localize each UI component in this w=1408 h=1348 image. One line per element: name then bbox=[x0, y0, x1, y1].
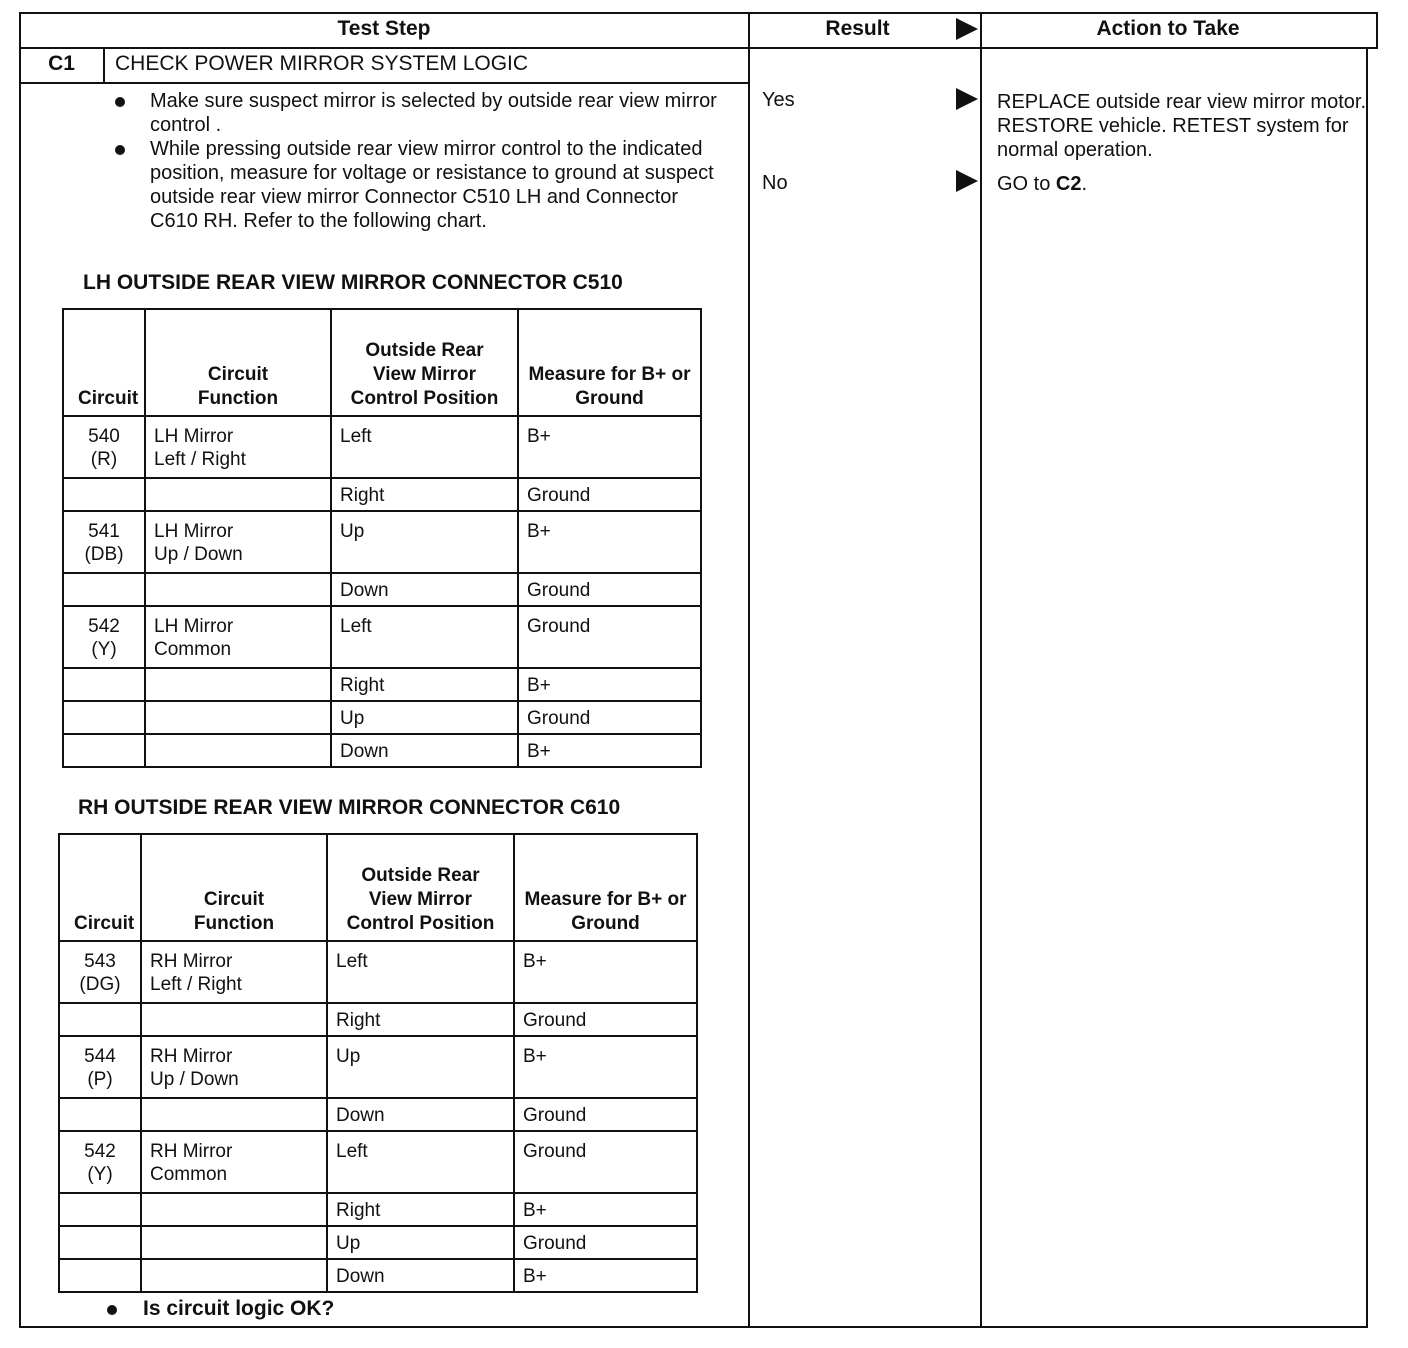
circuit-cell bbox=[63, 416, 145, 478]
circuit-color: (P) bbox=[87, 1069, 113, 1090]
circuit-number: 541 bbox=[88, 521, 120, 542]
circuit-cell bbox=[63, 734, 145, 767]
function-cell bbox=[141, 1226, 327, 1259]
function-line-2: Left / Right bbox=[150, 974, 242, 995]
circuit-cell bbox=[59, 1259, 141, 1292]
measure-cell: Ground bbox=[518, 478, 701, 511]
circuit-number: 542 bbox=[84, 1141, 116, 1162]
position-cell: Up bbox=[331, 511, 518, 573]
position-cell: Up bbox=[327, 1226, 514, 1259]
lh-connector-table bbox=[62, 308, 702, 768]
result-no-arrow-icon bbox=[956, 170, 978, 192]
function-cell bbox=[145, 734, 331, 767]
circuit-color: (Y) bbox=[91, 639, 117, 660]
result-yes: Yes bbox=[762, 89, 795, 111]
table-row bbox=[59, 1098, 697, 1131]
measure-cell: Ground bbox=[514, 1098, 697, 1131]
col-circuit-header: Circuit bbox=[63, 309, 145, 416]
table-row bbox=[63, 734, 701, 767]
circuit-number: 544 bbox=[84, 1046, 116, 1067]
col-function-header: Circuit Function bbox=[145, 309, 331, 416]
rh-connector-table bbox=[58, 833, 698, 1293]
circuit-cell bbox=[59, 1003, 141, 1036]
function-cell bbox=[145, 478, 331, 511]
frame-bottom-border bbox=[19, 1326, 1368, 1328]
function-cell bbox=[141, 1036, 327, 1098]
col-position-header: Outside Rear View Mirror Control Position bbox=[327, 834, 514, 941]
action-no-ref: C2 bbox=[1055, 173, 1082, 195]
function-line-2: Common bbox=[154, 639, 232, 660]
frame-top-border bbox=[19, 12, 1378, 14]
table-row bbox=[59, 1226, 697, 1259]
position-cell: Right bbox=[327, 1003, 514, 1036]
bullet-2: While pressing outside rear view mirror control to the indicated position, measure for voltage or resistance to ground at suspect outside rear view mirror Connector C510 LH and Connector C610 RH. Refer to the following chart. bbox=[150, 138, 714, 232]
circuit-cell bbox=[63, 478, 145, 511]
position-cell: Up bbox=[327, 1036, 514, 1098]
step-id-divider bbox=[103, 47, 105, 83]
function-cell bbox=[141, 941, 327, 1003]
lh-table-header-row bbox=[63, 309, 701, 416]
rh-table-title: RH OUTSIDE REAR VIEW MIRROR CONNECTOR C610 bbox=[78, 796, 621, 819]
action-no-suffix: . bbox=[1081, 173, 1088, 195]
lh-table-title: LH OUTSIDE REAR VIEW MIRROR CONNECTOR C510 bbox=[83, 271, 623, 294]
position-cell: Left bbox=[327, 1131, 514, 1193]
frame-right-border-upper bbox=[1376, 12, 1378, 49]
position-cell: Down bbox=[327, 1259, 514, 1292]
circuit-cell bbox=[63, 701, 145, 734]
function-line-1: LH Mirror bbox=[154, 616, 234, 637]
circuit-cell bbox=[59, 1131, 141, 1193]
function-cell bbox=[141, 1131, 327, 1193]
position-cell: Down bbox=[331, 734, 518, 767]
circuit-cell bbox=[63, 606, 145, 668]
result-yes-arrow-icon bbox=[956, 88, 978, 110]
measure-cell: Ground bbox=[518, 701, 701, 734]
header-action: Action to Take bbox=[1096, 17, 1240, 40]
table-row bbox=[59, 1036, 697, 1098]
measure-cell: Ground bbox=[518, 573, 701, 606]
table-row bbox=[63, 573, 701, 606]
circuit-cell bbox=[59, 1098, 141, 1131]
result-no: No bbox=[762, 172, 788, 194]
function-line-1: RH Mirror bbox=[150, 1046, 233, 1067]
test-step-result-divider bbox=[748, 12, 750, 1328]
circuit-cell bbox=[63, 511, 145, 573]
circuit-cell bbox=[59, 1036, 141, 1098]
circuit-color: (Y) bbox=[87, 1164, 113, 1185]
table-row bbox=[63, 478, 701, 511]
function-line-2: Up / Down bbox=[150, 1069, 239, 1090]
step-title: CHECK POWER MIRROR SYSTEM LOGIC bbox=[115, 52, 529, 75]
function-line-2: Up / Down bbox=[154, 544, 243, 565]
measure-cell: B+ bbox=[514, 1259, 697, 1292]
step-id: C1 bbox=[48, 52, 75, 75]
table-row bbox=[63, 701, 701, 734]
position-cell: Down bbox=[331, 573, 518, 606]
position-cell: Left bbox=[331, 606, 518, 668]
bullet-dot-icon bbox=[107, 1305, 117, 1315]
result-action-divider bbox=[980, 12, 982, 1328]
position-cell: Up bbox=[331, 701, 518, 734]
table-row bbox=[59, 1193, 697, 1226]
measure-cell: Ground bbox=[514, 1131, 697, 1193]
measure-cell: B+ bbox=[518, 416, 701, 478]
position-cell: Down bbox=[327, 1098, 514, 1131]
circuit-cell bbox=[59, 1193, 141, 1226]
function-cell bbox=[145, 668, 331, 701]
measure-cell: Ground bbox=[514, 1003, 697, 1036]
header-test-step: Test Step bbox=[337, 17, 431, 40]
function-cell bbox=[145, 701, 331, 734]
function-cell bbox=[141, 1259, 327, 1292]
header-result: Result bbox=[825, 17, 890, 40]
function-cell bbox=[141, 1098, 327, 1131]
table-row bbox=[63, 668, 701, 701]
function-line-1: RH Mirror bbox=[150, 951, 233, 972]
function-cell bbox=[141, 1193, 327, 1226]
position-cell: Left bbox=[331, 416, 518, 478]
col-function-header: Circuit Function bbox=[141, 834, 327, 941]
frame-left-border bbox=[19, 12, 21, 1328]
measure-cell: Ground bbox=[518, 606, 701, 668]
table-row bbox=[63, 416, 701, 478]
function-line-1: LH Mirror bbox=[154, 521, 234, 542]
function-cell bbox=[145, 573, 331, 606]
position-cell: Left bbox=[327, 941, 514, 1003]
table-row bbox=[63, 511, 701, 573]
circuit-color: (DB) bbox=[84, 544, 124, 565]
action-no-prefix: GO to bbox=[997, 173, 1056, 195]
table-row bbox=[59, 1003, 697, 1036]
measure-cell: B+ bbox=[514, 1036, 697, 1098]
frame-header-divider bbox=[19, 47, 1378, 49]
function-line-1: LH Mirror bbox=[154, 426, 234, 447]
bullet-1: Make sure suspect mirror is selected by outside rear view mirror control . bbox=[150, 90, 717, 136]
circuit-number: 540 bbox=[88, 426, 120, 447]
circuit-cell bbox=[63, 668, 145, 701]
function-line-1: RH Mirror bbox=[150, 1141, 233, 1162]
bullet-dot-icon bbox=[115, 97, 125, 107]
measure-cell: B+ bbox=[518, 734, 701, 767]
table-row bbox=[59, 1259, 697, 1292]
action-no bbox=[997, 172, 1377, 196]
col-measure-header: Measure for B+ or Ground bbox=[518, 309, 701, 416]
circuit-cell bbox=[59, 941, 141, 1003]
table-row bbox=[63, 606, 701, 668]
col-position-header: Outside Rear View Mirror Control Position bbox=[331, 309, 518, 416]
function-cell bbox=[141, 1003, 327, 1036]
circuit-number: 542 bbox=[88, 616, 120, 637]
col-measure-header: Measure for B+ or Ground bbox=[514, 834, 697, 941]
step-title-divider bbox=[19, 82, 749, 84]
function-cell bbox=[145, 511, 331, 573]
measure-cell: B+ bbox=[518, 668, 701, 701]
rh-table-header-row bbox=[59, 834, 697, 941]
circuit-color: (R) bbox=[90, 449, 118, 470]
position-cell: Right bbox=[331, 478, 518, 511]
position-cell: Right bbox=[331, 668, 518, 701]
measure-cell: B+ bbox=[514, 941, 697, 1003]
function-cell bbox=[145, 606, 331, 668]
action-yes: REPLACE outside rear view mirror motor. RESTORE vehicle. RETEST system for normal operation. bbox=[997, 91, 1367, 161]
table-row bbox=[59, 1131, 697, 1193]
final-question: Is circuit logic OK? bbox=[143, 1297, 335, 1320]
header-arrow-icon bbox=[956, 18, 978, 40]
measure-cell: Ground bbox=[514, 1226, 697, 1259]
measure-cell: B+ bbox=[514, 1193, 697, 1226]
circuit-cell bbox=[59, 1226, 141, 1259]
position-cell: Right bbox=[327, 1193, 514, 1226]
function-line-2: Common bbox=[150, 1164, 228, 1185]
circuit-color: (DG) bbox=[79, 974, 121, 995]
circuit-cell bbox=[63, 573, 145, 606]
measure-cell: B+ bbox=[518, 511, 701, 573]
frame-right-border bbox=[1366, 47, 1368, 1328]
function-cell bbox=[145, 416, 331, 478]
col-circuit-header: Circuit bbox=[59, 834, 141, 941]
circuit-number: 543 bbox=[84, 951, 116, 972]
bullet-dot-icon bbox=[115, 145, 125, 155]
table-row bbox=[59, 941, 697, 1003]
function-line-2: Left / Right bbox=[154, 449, 246, 470]
